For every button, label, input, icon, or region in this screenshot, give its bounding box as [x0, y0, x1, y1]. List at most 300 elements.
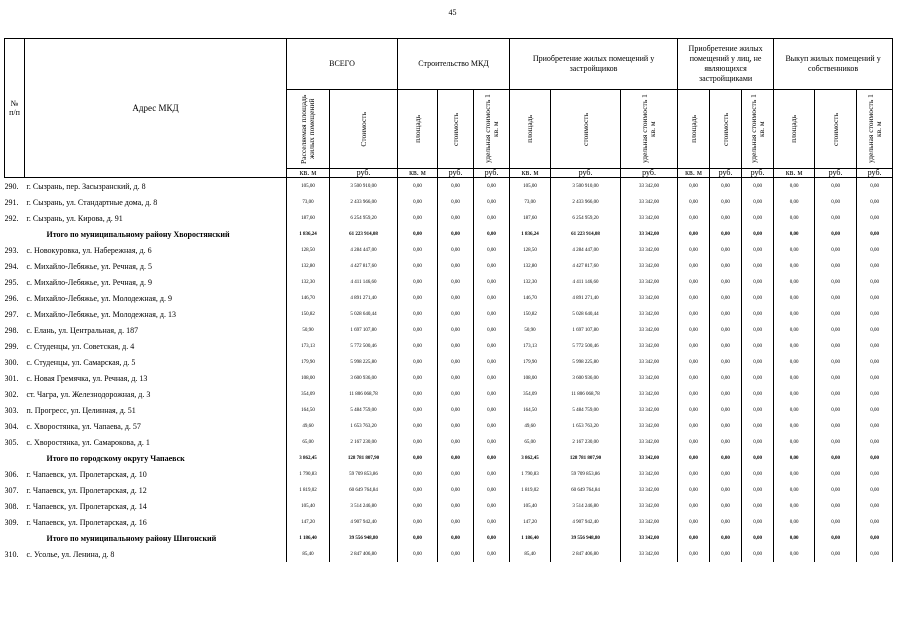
row-value: 33 342,00 [621, 274, 678, 290]
row-value: 33 342,00 [621, 338, 678, 354]
row-value: 0,00 [857, 434, 893, 450]
row-address: Итого по муниципальному району Шигонский [25, 530, 287, 546]
row-value: 0,00 [857, 306, 893, 322]
row-number: 309. [4, 517, 19, 527]
row-value: 0,00 [398, 546, 438, 562]
row-value: 5 484 759,00 [330, 402, 398, 418]
row-value: 128,50 [287, 242, 330, 258]
row-value: 0,00 [742, 338, 774, 354]
row-value: 0,00 [742, 514, 774, 530]
row-value: 0,00 [438, 546, 474, 562]
row-value: 0,00 [774, 322, 815, 338]
sub-c-cost: стоимость [438, 90, 474, 169]
table-row [5, 498, 893, 514]
row-address: с. Студенцы, ул. Самарская, д. 5 [25, 354, 287, 370]
row-value: 132,80 [510, 258, 551, 274]
row-value: 2 433 966,00 [551, 194, 621, 210]
row-value: 0,00 [678, 434, 710, 450]
row-value: 0,00 [710, 370, 742, 386]
row-value: 0,00 [438, 242, 474, 258]
row-address: с. Михайло-Лебяжье, ул. Речная, д. 9 [25, 274, 287, 290]
row-value: 179,90 [287, 354, 330, 370]
row-number: 304. [4, 421, 19, 431]
row-value: 0,00 [815, 418, 857, 434]
row-value: 164,50 [287, 402, 330, 418]
row-value: 0,00 [710, 354, 742, 370]
sub-d-cost: стоимость [551, 90, 621, 169]
row-value: 1 697 107,80 [330, 322, 398, 338]
row-value: 0,00 [678, 370, 710, 386]
row-value: 0,00 [438, 306, 474, 322]
row-value: 0,00 [815, 514, 857, 530]
unit-c-unit: руб. [474, 169, 510, 178]
unit-total-area: кв. м [287, 169, 330, 178]
row-value: 65,00 [287, 434, 330, 450]
row-address: г. Чапаевск, ул. Пролетарская, д. 10 [25, 466, 287, 482]
group-developers: Приобретение жилых помещений у застройщиков [510, 39, 678, 90]
row-value: 0,00 [710, 530, 742, 546]
row-value: 0,00 [710, 498, 742, 514]
row-value: 0,00 [678, 258, 710, 274]
row-value: 61 223 914,08 [551, 226, 621, 242]
row-value: 0,00 [474, 338, 510, 354]
row-value: 33 342,00 [621, 434, 678, 450]
row-value: 0,00 [438, 210, 474, 226]
row-value: 0,00 [678, 274, 710, 290]
row-value: 0,00 [710, 402, 742, 418]
row-value: 0,00 [774, 226, 815, 242]
row-value: 33 342,00 [621, 210, 678, 226]
row-value: 0,00 [774, 514, 815, 530]
row-value: 5 484 759,00 [551, 402, 621, 418]
row-value: 50,90 [510, 322, 551, 338]
row-value: 0,00 [815, 274, 857, 290]
row-value: 85,40 [510, 546, 551, 562]
row-value: 33 342,00 [621, 306, 678, 322]
row-value: 0,00 [857, 338, 893, 354]
row-value: 0,00 [710, 226, 742, 242]
row-value: 0,00 [678, 226, 710, 242]
sub-n-cost: стоимость [710, 90, 742, 169]
row-value: 0,00 [710, 418, 742, 434]
row-number: 294. [4, 261, 19, 271]
row-number: 291. [4, 197, 19, 207]
row-value: 0,00 [398, 194, 438, 210]
unit-n-unit: руб. [742, 169, 774, 178]
row-value: 0,00 [438, 434, 474, 450]
row-value: 0,00 [398, 210, 438, 226]
row-value: 0,00 [774, 354, 815, 370]
row-value: 0,00 [857, 386, 893, 402]
row-value: 0,00 [474, 434, 510, 450]
row-value: 73,00 [287, 194, 330, 210]
row-value: 0,00 [742, 482, 774, 498]
row-value: 0,00 [857, 482, 893, 498]
row-value: 164,50 [510, 402, 551, 418]
row-value: 33 342,00 [621, 322, 678, 338]
row-value: 0,00 [438, 498, 474, 514]
row-value: 0,00 [474, 210, 510, 226]
row-value: 0,00 [742, 450, 774, 466]
row-value: 3 514 246,80 [551, 498, 621, 514]
row-value: 33 342,00 [621, 450, 678, 466]
row-value: 173,13 [287, 338, 330, 354]
unit-d-unit: руб. [621, 169, 678, 178]
unit-n-area: кв. м [678, 169, 710, 178]
page-number: 45 [448, 8, 457, 17]
row-value: 354,09 [510, 386, 551, 402]
row-number: 296. [4, 293, 19, 303]
row-value: 0,00 [774, 466, 815, 482]
row-value: 0,00 [857, 370, 893, 386]
row-value: 0,00 [438, 530, 474, 546]
row-value: 0,00 [678, 498, 710, 514]
row-value: 0,00 [710, 466, 742, 482]
row-value: 0,00 [398, 242, 438, 258]
row-value: 0,00 [742, 306, 774, 322]
row-value: 1 790,83 [510, 466, 551, 482]
row-value: 128 781 807,90 [330, 450, 398, 466]
sub-d-area: площадь [510, 90, 551, 169]
total-row [5, 530, 893, 546]
row-value: 6 254 959,20 [551, 210, 621, 226]
row-value: 33 342,00 [621, 418, 678, 434]
row-value: 0,00 [678, 210, 710, 226]
row-address: с. Михайло-Лебяжье, ул. Речная, д. 5 [25, 258, 287, 274]
row-value: 0,00 [857, 194, 893, 210]
row-number: 308. [4, 501, 19, 511]
row-number [5, 450, 25, 466]
row-address: г. Чапаевск, ул. Пролетарская, д. 14 [25, 498, 287, 514]
row-value: 5 028 640,44 [330, 306, 398, 322]
row-value: 0,00 [474, 258, 510, 274]
row-value: 33 342,00 [621, 386, 678, 402]
group-construction: Строительство МКД [398, 39, 510, 90]
row-value: 0,00 [398, 370, 438, 386]
row-value: 65,00 [510, 434, 551, 450]
row-value: 0,00 [710, 338, 742, 354]
row-number [5, 226, 25, 242]
row-value: 0,00 [774, 194, 815, 210]
table-row [5, 386, 893, 402]
row-value: 2 847 406,80 [330, 546, 398, 562]
row-value: 4 891 271,40 [551, 290, 621, 306]
row-value: 4 907 942,40 [330, 514, 398, 530]
row-value: 105,00 [287, 178, 330, 195]
row-value: 0,00 [474, 450, 510, 466]
row-value: 5 772 500,46 [330, 338, 398, 354]
row-value: 187,60 [287, 210, 330, 226]
row-value: 0,00 [438, 514, 474, 530]
row-value: 11 806 068,78 [551, 386, 621, 402]
row-value: 0,00 [398, 434, 438, 450]
row-number: 303. [4, 405, 19, 415]
row-value: 0,00 [474, 482, 510, 498]
row-value: 33 342,00 [621, 242, 678, 258]
row-value: 0,00 [815, 290, 857, 306]
sub-b-unit: удельная стоимость 1 кв. м [857, 90, 893, 169]
row-value: 0,00 [742, 402, 774, 418]
row-value: 0,00 [857, 450, 893, 466]
row-value: 0,00 [774, 258, 815, 274]
row-value: 0,00 [398, 178, 438, 195]
row-value: 1 836,24 [287, 226, 330, 242]
row-value: 0,00 [857, 418, 893, 434]
row-value: 0,00 [857, 178, 893, 195]
row-address: с. Хворостянка, ул. Чапаева, д. 57 [25, 418, 287, 434]
row-value: 0,00 [815, 210, 857, 226]
row-value: 0,00 [678, 546, 710, 562]
row-value: 49,60 [287, 418, 330, 434]
row-value: 0,00 [474, 466, 510, 482]
row-value: 132,30 [510, 274, 551, 290]
row-value: 0,00 [815, 402, 857, 418]
row-address: с. Михайло-Лебяжье, ул. Молодежная, д. 13 [25, 306, 287, 322]
row-value: 0,00 [398, 482, 438, 498]
row-value: 0,00 [710, 434, 742, 450]
row-value: 0,00 [742, 290, 774, 306]
row-value: 0,00 [857, 530, 893, 546]
row-value: 0,00 [398, 418, 438, 434]
row-value: 0,00 [774, 338, 815, 354]
row-value: 108,00 [510, 370, 551, 386]
row-value: 0,00 [710, 514, 742, 530]
row-value: 4 284 447,00 [551, 242, 621, 258]
row-value: 146,70 [287, 290, 330, 306]
row-value: 0,00 [678, 322, 710, 338]
unit-c-cost: руб. [438, 169, 474, 178]
row-value: 0,00 [710, 306, 742, 322]
row-value: 33 342,00 [621, 530, 678, 546]
unit-total-cost: руб. [330, 169, 398, 178]
row-value: 3 600 936,00 [330, 370, 398, 386]
row-value: 0,00 [474, 306, 510, 322]
unit-b-unit: руб. [857, 169, 893, 178]
sub-c-unit: удельная стоимость 1 кв. м [474, 90, 510, 169]
row-value: 0,00 [774, 242, 815, 258]
table-row [5, 370, 893, 386]
row-value: 0,00 [857, 258, 893, 274]
table-body [5, 178, 893, 563]
row-value: 0,00 [710, 450, 742, 466]
row-value: 0,00 [710, 546, 742, 562]
row-value: 2 433 966,00 [330, 194, 398, 210]
sub-total-area: Расселяемая площадь жилых помещений [287, 90, 330, 169]
row-value: 3 514 246,80 [330, 498, 398, 514]
sub-n-area: площадь [678, 90, 710, 169]
table-row [5, 178, 893, 195]
row-value: 0,00 [678, 242, 710, 258]
row-value: 1 836,24 [510, 226, 551, 242]
row-value: 4 284 447,00 [330, 242, 398, 258]
row-address: ст. Чагра, ул. Железнодорожная, д. 3 [25, 386, 287, 402]
row-value: 0,00 [815, 242, 857, 258]
header-address: Адрес МКД [25, 39, 287, 178]
row-value: 0,00 [742, 370, 774, 386]
row-number: 302. [4, 389, 19, 399]
table-row [5, 354, 893, 370]
unit-b-area: кв. м [774, 169, 815, 178]
row-value: 5 998 225,80 [330, 354, 398, 370]
row-value: 0,00 [815, 386, 857, 402]
table-row [5, 466, 893, 482]
row-value: 0,00 [710, 386, 742, 402]
row-value: 33 342,00 [621, 514, 678, 530]
row-value: 0,00 [742, 178, 774, 195]
row-value: 0,00 [774, 498, 815, 514]
row-value: 5 772 500,46 [551, 338, 621, 354]
row-address: п. Прогресс, ул. Целинная, д. 51 [25, 402, 287, 418]
row-value: 33 342,00 [621, 226, 678, 242]
row-value: 49,60 [510, 418, 551, 434]
row-value: 0,00 [398, 306, 438, 322]
row-value: 0,00 [774, 178, 815, 195]
row-value: 0,00 [857, 226, 893, 242]
row-value: 3 862,45 [510, 450, 551, 466]
row-value: 33 342,00 [621, 498, 678, 514]
row-value: 0,00 [474, 354, 510, 370]
row-value: 0,00 [678, 514, 710, 530]
row-value: 0,00 [857, 514, 893, 530]
row-value: 0,00 [438, 386, 474, 402]
row-value: 132,80 [287, 258, 330, 274]
row-value: 0,00 [774, 306, 815, 322]
row-value: 179,90 [510, 354, 551, 370]
table-row [5, 290, 893, 306]
row-value: 33 342,00 [621, 466, 678, 482]
table-row [5, 434, 893, 450]
row-value: 0,00 [474, 194, 510, 210]
row-value: 0,00 [474, 178, 510, 195]
row-value: 354,09 [287, 386, 330, 402]
row-value: 0,00 [398, 338, 438, 354]
sub-n-unit: удельная стоимость 1 кв. м [742, 90, 774, 169]
row-value: 3 500 910,00 [330, 178, 398, 195]
row-value: 0,00 [857, 402, 893, 418]
row-value: 0,00 [438, 226, 474, 242]
row-value: 0,00 [774, 530, 815, 546]
row-value: 0,00 [742, 226, 774, 242]
sub-b-area: площадь [774, 90, 815, 169]
row-address: с. Новая Гремячка, ул. Речная, д. 13 [25, 370, 287, 386]
row-value: 59 709 853,86 [551, 466, 621, 482]
row-number: 293. [4, 245, 19, 255]
row-value: 33 342,00 [621, 194, 678, 210]
row-value: 33 342,00 [621, 354, 678, 370]
row-value: 59 709 853,86 [330, 466, 398, 482]
row-value: 0,00 [742, 354, 774, 370]
row-value: 105,00 [510, 178, 551, 195]
table-row [5, 274, 893, 290]
row-value: 0,00 [438, 370, 474, 386]
row-value: 33 342,00 [621, 402, 678, 418]
row-value: 0,00 [678, 178, 710, 195]
row-number: 307. [4, 485, 19, 495]
row-number: 297. [4, 309, 19, 319]
row-address: Итого по муниципальному району Хворостянский [25, 226, 287, 242]
row-value: 33 342,00 [621, 178, 678, 195]
row-value: 0,00 [678, 338, 710, 354]
row-value: 0,00 [398, 498, 438, 514]
table-row [5, 210, 893, 226]
row-number: 298. [4, 325, 19, 335]
row-value: 0,00 [678, 530, 710, 546]
row-value: 105,40 [510, 498, 551, 514]
row-value: 108,00 [287, 370, 330, 386]
row-value: 60 649 764,84 [551, 482, 621, 498]
row-value: 0,00 [815, 466, 857, 482]
row-address: г. Чапаевск, ул. Пролетарская, д. 16 [25, 514, 287, 530]
row-value: 0,00 [815, 530, 857, 546]
row-value: 0,00 [438, 258, 474, 274]
row-value: 0,00 [857, 546, 893, 562]
row-value: 0,00 [774, 418, 815, 434]
row-value: 33 342,00 [621, 482, 678, 498]
unit-n-cost: руб. [710, 169, 742, 178]
row-value: 0,00 [398, 274, 438, 290]
row-value: 0,00 [815, 354, 857, 370]
row-value: 0,00 [438, 466, 474, 482]
row-value: 0,00 [742, 258, 774, 274]
row-value: 0,00 [815, 322, 857, 338]
sub-d-unit: удельная стоимость 1 кв. м [621, 90, 678, 169]
row-value: 0,00 [438, 178, 474, 195]
row-value: 3 500 910,00 [551, 178, 621, 195]
row-value: 5 998 225,80 [551, 354, 621, 370]
row-value: 0,00 [774, 546, 815, 562]
row-value: 0,00 [742, 322, 774, 338]
row-value: 33 342,00 [621, 258, 678, 274]
row-value: 0,00 [678, 290, 710, 306]
row-value: 0,00 [742, 466, 774, 482]
row-value: 0,00 [710, 242, 742, 258]
row-value: 0,00 [815, 434, 857, 450]
row-value: 0,00 [678, 482, 710, 498]
row-value: 0,00 [398, 450, 438, 466]
row-value: 0,00 [438, 322, 474, 338]
header-num [5, 39, 25, 178]
row-address: с. Елань, ул. Центральная, д. 187 [25, 322, 287, 338]
row-value: 0,00 [474, 290, 510, 306]
total-row [5, 450, 893, 466]
row-value: 0,00 [398, 514, 438, 530]
row-value: 0,00 [857, 354, 893, 370]
row-number: 300. [4, 357, 19, 367]
row-value: 0,00 [815, 306, 857, 322]
row-value: 33 342,00 [621, 290, 678, 306]
row-value: 0,00 [438, 290, 474, 306]
row-number: 299. [4, 341, 19, 351]
table-row [5, 258, 893, 274]
row-value: 0,00 [474, 274, 510, 290]
row-value: 0,00 [438, 450, 474, 466]
row-value: 4 411 146,60 [551, 274, 621, 290]
row-value: 3 862,45 [287, 450, 330, 466]
row-value: 0,00 [774, 370, 815, 386]
row-value: 4 427 817,60 [330, 258, 398, 274]
row-value: 0,00 [678, 418, 710, 434]
row-value: 50,90 [287, 322, 330, 338]
row-value: 0,00 [742, 546, 774, 562]
row-value: 0,00 [474, 370, 510, 386]
row-number: 290. [5, 178, 25, 195]
row-value: 0,00 [857, 290, 893, 306]
row-value: 0,00 [398, 386, 438, 402]
row-value: 39 556 948,80 [551, 530, 621, 546]
row-value: 0,00 [474, 498, 510, 514]
row-value: 173,13 [510, 338, 551, 354]
row-address: г. Чапаевск, ул. Пролетарская, д. 12 [25, 482, 287, 498]
